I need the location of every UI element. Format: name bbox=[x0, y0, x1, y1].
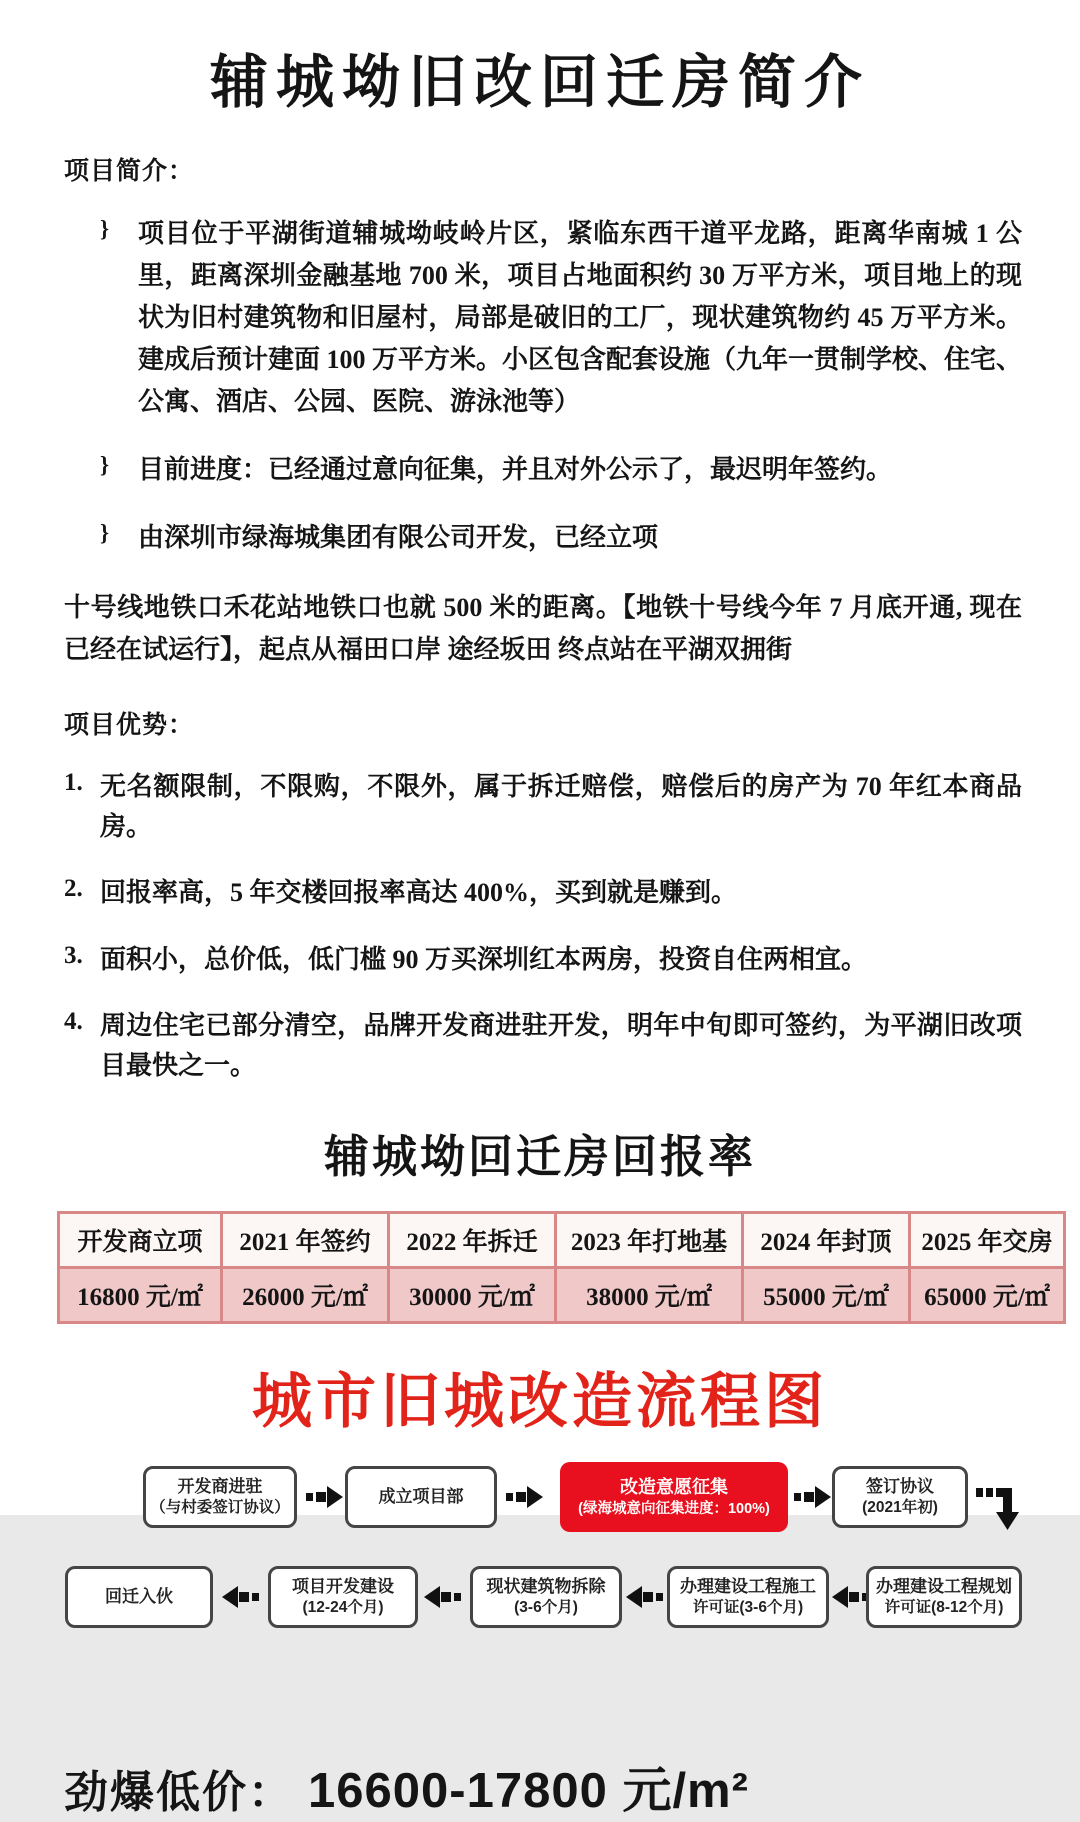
intro-bullet-2 bbox=[100, 449, 1022, 491]
flow-step-label: 回迁入伙 bbox=[105, 1587, 173, 1607]
advantage-item-2-text: 回报率高，5 年交楼回报率高达 400%，买到就是赚到。 bbox=[100, 878, 738, 908]
arrow-left-icon bbox=[626, 1586, 663, 1608]
intro-bullet-2-text: 目前进度：已经通过意向征集，并且对外公示了，最迟明年签约。 bbox=[138, 455, 893, 485]
arrow-left-icon bbox=[424, 1586, 461, 1608]
table-value-cell: 55000 元/㎡ bbox=[743, 1268, 910, 1323]
advantage-item-2 bbox=[64, 873, 1022, 913]
flow-step-label: 办理建设工程施工 bbox=[680, 1577, 816, 1597]
flow-step-label: 签订协议 bbox=[866, 1477, 934, 1497]
intro-bullet-1 bbox=[100, 213, 1022, 424]
table-header-cell: 2025 年交房 bbox=[910, 1213, 1065, 1268]
flow-step-label: 成立项目部 bbox=[378, 1487, 464, 1507]
flow-step-sublabel: (12-24个月) bbox=[302, 1599, 384, 1617]
returns-table bbox=[57, 1211, 1066, 1324]
arrow-turn-down-icon bbox=[976, 1480, 1022, 1542]
flow-step-sign-agreement bbox=[832, 1466, 968, 1528]
table-header-cell: 2024 年封顶 bbox=[743, 1213, 910, 1268]
flow-step-project-dept bbox=[345, 1466, 497, 1528]
flow-step-sublabel: (2021年初) bbox=[862, 1499, 938, 1517]
returns-section-title: 辅城坳回迁房回报率 bbox=[323, 1132, 756, 1183]
flow-step-development bbox=[268, 1566, 418, 1628]
intro-heading: 项目简介： bbox=[64, 157, 195, 185]
flow-step-sublabel: 许可证(3-6个月) bbox=[692, 1599, 804, 1617]
advantage-item-3 bbox=[64, 940, 1022, 980]
flow-step-move-back bbox=[65, 1566, 213, 1628]
page-title: 辅城坳旧改回迁房简介 bbox=[209, 50, 870, 115]
advantage-item-1-text: 无名额限制，不限购，不限外，属于拆迁赔偿，赔偿后的房产为 70 年红本商品房。 bbox=[100, 771, 1022, 841]
flow-step-sublabel: (绿海城意向征集进度：100%) bbox=[578, 1500, 770, 1517]
intro-bullet-3 bbox=[100, 517, 1022, 559]
flow-step-label: 开发商进驻 bbox=[177, 1477, 263, 1497]
arrow-right-icon bbox=[794, 1486, 831, 1508]
price-label: 劲爆低价： bbox=[64, 1768, 294, 1818]
flow-step-sublabel: 许可证(8-12个月) bbox=[884, 1599, 1004, 1617]
item-number: 3. bbox=[64, 941, 83, 969]
advantage-item-1 bbox=[64, 767, 1022, 848]
brace-bullet-icon: } bbox=[100, 520, 110, 546]
flow-step-sublabel: (3-6个月) bbox=[514, 1599, 578, 1617]
flow-step-label: 改造意愿征集 bbox=[620, 1477, 728, 1498]
advantage-item-4-text: 周边住宅已部分清空，品牌开发商进驻开发，明年中旬即可签约，为平湖旧改项目最快之一。 bbox=[100, 1010, 1022, 1081]
flow-step-label: 办理建设工程规划 bbox=[876, 1577, 1012, 1597]
flow-step-intention-collection bbox=[560, 1462, 788, 1532]
table-value-cell: 26000 元/㎡ bbox=[222, 1268, 389, 1323]
arrow-left-icon bbox=[222, 1586, 259, 1608]
flowchart-title: 城市旧城改造流程图 bbox=[252, 1368, 828, 1436]
flow-step-label: 项目开发建设 bbox=[292, 1577, 394, 1597]
brace-bullet-icon: } bbox=[100, 215, 110, 241]
table-value-cell: 16800 元/㎡ bbox=[59, 1268, 222, 1323]
item-number: 1. bbox=[64, 768, 83, 796]
flow-step-label: 现状建筑物拆除 bbox=[486, 1577, 606, 1597]
metro-note: 十号线地铁口禾花站地铁口也就 500 米的距离。【地铁十号线今年 7 月底开通, 现在已经在试运行】，起点从福田口岸 途经坂田 终点站在平湖双拥街 bbox=[64, 593, 1022, 665]
intro-bullet-1-text: 项目位于平湖街道辅城坳岐岭片区，紧临东西干道平龙路，距离华南城 1 公里，距离深圳金融基地 700 米，项目占地面积约 30 万平方米，项目地上的现状为旧村建筑物和旧屋村，局部是破旧的工厂，现状建筑物约 45 万平方米。建成后预计建面 100 万平方米。小区包含配套设施（九年一贯制学校、住宅、公寓、酒店、公园、医院、游泳池等） bbox=[138, 218, 1023, 417]
price-value: 16600-17800 元/m² bbox=[308, 1764, 749, 1819]
advantage-item-4 bbox=[64, 1006, 1022, 1087]
arrow-right-icon bbox=[506, 1486, 543, 1508]
table-value-cell: 38000 元/㎡ bbox=[556, 1268, 743, 1323]
returns-table-header-row bbox=[59, 1213, 1065, 1268]
footer-price-line bbox=[64, 1752, 1080, 1822]
advantage-item-3-text: 面积小，总价低，低门槛 90 万买深圳红本两房，投资自住两相宜。 bbox=[100, 944, 868, 974]
brace-bullet-icon: } bbox=[100, 452, 110, 478]
item-number: 4. bbox=[64, 1007, 83, 1035]
arrow-left-icon bbox=[832, 1586, 869, 1608]
item-number: 2. bbox=[64, 875, 83, 903]
flow-step-demolition bbox=[470, 1566, 622, 1628]
table-header-cell: 2022 年拆迁 bbox=[389, 1213, 556, 1268]
flow-step-construction-permit bbox=[667, 1566, 829, 1628]
advantages-heading: 项目优势： bbox=[64, 711, 195, 739]
flow-step-sublabel: （与村委签订协议） bbox=[150, 1499, 290, 1517]
intro-bullet-3-text: 由深圳市绿海城集团有限公司开发，已经立项 bbox=[138, 523, 659, 553]
arrow-right-icon bbox=[306, 1486, 343, 1508]
table-value-cell: 30000 元/㎡ bbox=[389, 1268, 556, 1323]
table-header-cell: 2021 年签约 bbox=[222, 1213, 389, 1268]
table-value-cell: 65000 元/㎡ bbox=[910, 1268, 1065, 1323]
flow-step-developer-entry bbox=[143, 1466, 297, 1528]
table-header-cell: 2023 年打地基 bbox=[556, 1213, 743, 1268]
flow-step-planning-permit bbox=[866, 1566, 1022, 1628]
renovation-flowchart bbox=[0, 1454, 1080, 1690]
returns-table-value-row bbox=[59, 1268, 1065, 1323]
table-header-cell: 开发商立项 bbox=[59, 1213, 222, 1268]
